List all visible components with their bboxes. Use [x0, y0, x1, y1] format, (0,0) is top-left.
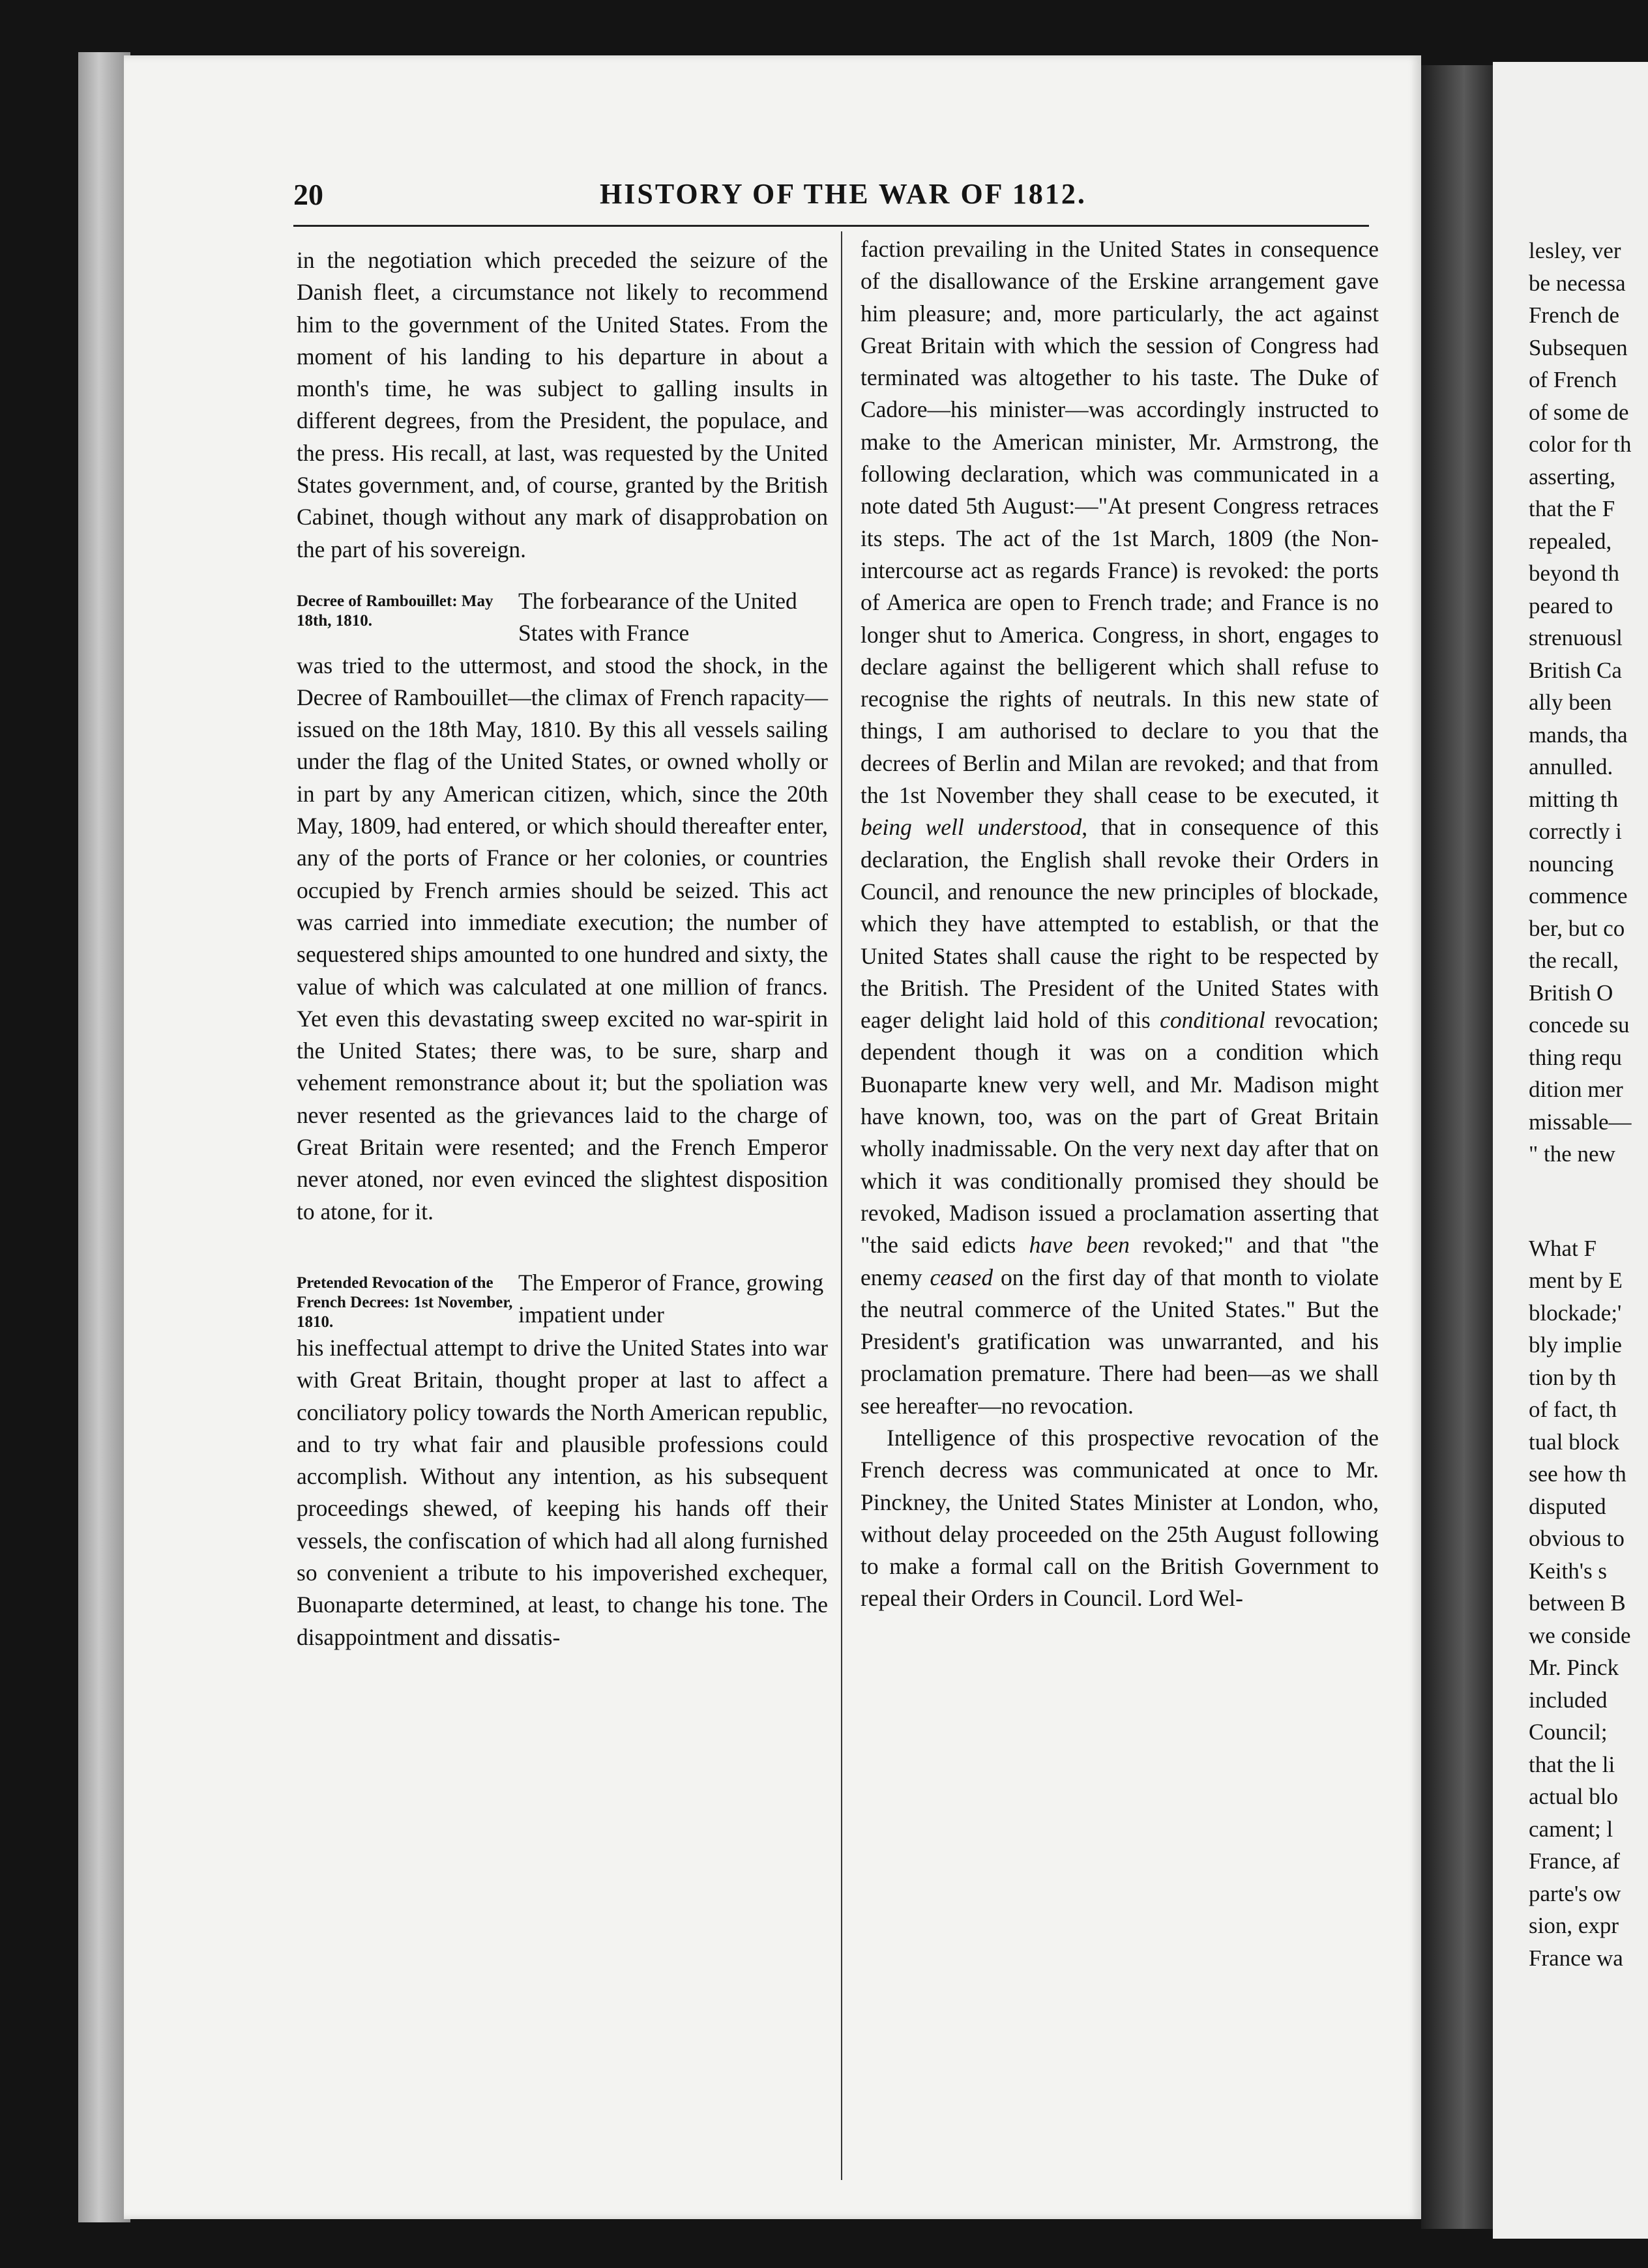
facing-line: commence [1529, 883, 1628, 909]
sidenote: Pretended Revocation of the French Decrees: 1st November, 1810. [297, 1273, 513, 1331]
paragraph: his ineffectual attempt to drive the United States into war with Great Britain, thought proper at last to affect a conciliatory policy towards the North American republic, and to try what fair and plausible professions could accomplish. Without any intention, as his subsequent proceedings shewed, of keeping his hands off their vessels, the confiscation of which had all along furnished so convenient a tribute to his impoverished exchequer, Buonaparte determined, at least, to change his tone. The disappointment and dissatis- [297, 1334, 828, 1650]
paragraph: was tried to the uttermost, and stood the shock, in the Decree of Rambouillet—the climax of French rapacity—issued on the 18th May, 1810. By this all vessels sailing under the flag of the United States, or owned wholly or in part by any American citizen, which, since the 20th May, 1809, had entered, or which should thereafter enter, any of the ports of France or her colonies, or countries occupied by French armies should be seized. This act was carried into immediate execution; the number of sequestered ships amounted to one hundred and sixty, the value of which was calculated at one million of francs. Yet even this devastating sweep excited no war-spirit in the United States; there was, to be sure, sharp and vehement remonstrance about it; but the spoliation was never resented as the grievances laid to the charge of Great Britain were resented; and the French Emperor never atoned, nor even evinced the slightest disposition to atone, for it. [297, 652, 829, 1225]
header-rule [293, 225, 1369, 227]
facing-line: of French [1529, 367, 1617, 392]
facing-line: mitting th [1529, 786, 1619, 812]
right-column [861, 233, 1379, 1615]
facing-line: peared to [1529, 592, 1613, 618]
facing-line: Mr. Pinck [1529, 1655, 1619, 1680]
facing-line: asserting, [1529, 463, 1616, 489]
column-rule [841, 231, 842, 2180]
facing-line: Keith's s [1529, 1558, 1608, 1584]
facing-line: color for th [1529, 431, 1632, 457]
text-run: , that in consequence of this declaration, the English shall revoke their Orders in Council, and renounce the new principles of blockade, which they have attempted to establish, or that the United States shall cause the right to be respected by the British. The President of the United States with eager delight laid hold of this [861, 814, 1379, 1034]
facing-line: the recall, [1529, 948, 1619, 973]
facing-line: Council; [1529, 1719, 1608, 1745]
facing-lines-b [1529, 1232, 1648, 1975]
facing-line: British O [1529, 980, 1613, 1006]
facing-line: mands, tha [1529, 721, 1628, 748]
facing-gap [1529, 1170, 1648, 1232]
italic-run: have been [1029, 1232, 1130, 1258]
paragraph-lead: The Emperor of France, growing impatient under [518, 1269, 824, 1328]
facing-line: ally been [1529, 690, 1612, 715]
facing-line: strenuousl [1529, 625, 1623, 650]
sidenote: Decree of Rambouillet: May 18th, 1810. [297, 592, 493, 630]
facing-line: that the li [1529, 1751, 1615, 1777]
facing-line: beyond th [1529, 560, 1620, 586]
facing-line: cament; l [1529, 1816, 1613, 1842]
facing-line: lesley, ver [1529, 238, 1621, 263]
facing-line: British Ca [1529, 657, 1622, 683]
facing-lines-a [1529, 235, 1648, 1170]
facing-line: that the F [1529, 496, 1615, 521]
text-run: faction prevailing in the United States in consequence of the disallowance of the Erskine arrangement gave him pleasure; and, more particularly, the act against Great Britain with which the session of Congress had terminated was altogether to his taste. The Duke of Cadore—his minister—was accordingly instructed to make to the American minister, Mr. Armstrong, the following declaration, which was communicated in a note dated 5th August:—"At present Congress retraces its steps. The act of the 1st March, 1809 (the Non-intercourse act as regards France) is revoked: the ports of America are open to French trade; and France is no longer shut to America. Congress, in short, engages to declare against the belligerent which shall refuse to recognise the rights of neutrals. In this new state of things, I am authorised to declare to you that the decrees of Berlin and Milan are revoked; and that from the 1st November they shall cease to be executed, it [861, 236, 1379, 809]
italic-run: ceased [930, 1264, 993, 1290]
facing-line: thing requ [1529, 1044, 1622, 1070]
facing-line: correctly i [1529, 819, 1622, 844]
italic-run: being well understood [861, 814, 1082, 841]
facing-line: see how th [1529, 1461, 1626, 1487]
facing-line: sion, expr [1529, 1913, 1619, 1938]
page-header [293, 177, 1369, 236]
facing-line: repealed, [1529, 528, 1612, 554]
facing-line: included [1529, 1687, 1608, 1713]
facing-line: annulled. [1529, 754, 1613, 779]
paragraph: in the negotiation which preceded the seizure of the Danish fleet, a circumstance not likely to recommend him to the government of the United States. From the moment of his landing to his departure in about a month's time, he was subject to galling insults in different degrees, from the President, the populace, and the press. His recall, at last, was requested by the United States government, and, of course, granted by the British Cabinet, though without any mark of disapprobation on the part of his sovereign. [297, 247, 828, 562]
left-column [297, 244, 828, 1653]
facing-line: French de [1529, 302, 1619, 328]
facing-line: concede su [1529, 1012, 1630, 1038]
text-run: revoked;" and that "the enemy [861, 1232, 1379, 1290]
facing-line: missable— [1529, 1109, 1632, 1135]
facing-line: What F [1529, 1235, 1597, 1261]
book-gutter [1421, 65, 1493, 2229]
facing-line: France, af [1529, 1848, 1620, 1874]
facing-line: actual blo [1529, 1784, 1619, 1809]
paragraph [861, 233, 1379, 1422]
facing-page [1493, 62, 1648, 2239]
sidenote-block [297, 1267, 828, 1332]
facing-line: Subsequen [1529, 334, 1628, 360]
facing-line: tion by th [1529, 1364, 1617, 1390]
facing-line: tual block [1529, 1429, 1619, 1455]
facing-line: obvious to [1529, 1526, 1625, 1551]
facing-line: " the new [1529, 1141, 1615, 1167]
facing-line: parte's ow [1529, 1880, 1621, 1906]
book-edge-left [78, 52, 130, 2222]
facing-page-text [1529, 235, 1648, 1974]
facing-line: of fact, th [1529, 1397, 1617, 1422]
paragraph-lead: The forbearance of the United States with France [518, 587, 797, 647]
facing-line: ber, but co [1529, 915, 1625, 941]
facing-line: dition mer [1529, 1077, 1623, 1102]
facing-line: between B [1529, 1590, 1626, 1616]
text-run: on the first day of that month to violate the neutral commerce of the United States." But the President's gratification was unwarranted, and his proclamation premature. There had been—as we shall see hereafter—no revocation. [861, 1264, 1379, 1419]
facing-line: bly implie [1529, 1332, 1622, 1358]
facing-line: we conside [1529, 1622, 1631, 1648]
text-run: revocation; dependent though it was on a condition which Buonaparte knew very well, and Mr. Madison might have known, too, was on the part of Great Britain wholly inadmissable. On the very next day after that on which it was conditionally promised they should be revoked, Madison issued a proclamation asserting that "the said edicts [861, 1007, 1379, 1258]
page-number: 20 [293, 178, 323, 211]
paragraph: Intelligence of this prospective revocation of the French decress was communicated at once to Mr. Pinckney, the United States Minister at London, who, without delay proceeded on the 25th August following to make a formal call on the British Government to repeal their Orders in Council. Lord Wel- [861, 1424, 1379, 1612]
facing-line: disputed [1529, 1493, 1606, 1519]
facing-line: nouncing [1529, 850, 1614, 877]
facing-line: blockade;' [1529, 1300, 1622, 1326]
facing-line: ment by E [1529, 1268, 1623, 1293]
facing-line: France wa [1529, 1945, 1623, 1971]
running-head: HISTORY OF THE WAR OF 1812. [600, 178, 1087, 210]
facing-line: of some de [1529, 399, 1629, 425]
sidenote-block [297, 585, 828, 650]
facing-line: be necessa [1529, 270, 1626, 296]
italic-run: conditional [1160, 1007, 1265, 1034]
